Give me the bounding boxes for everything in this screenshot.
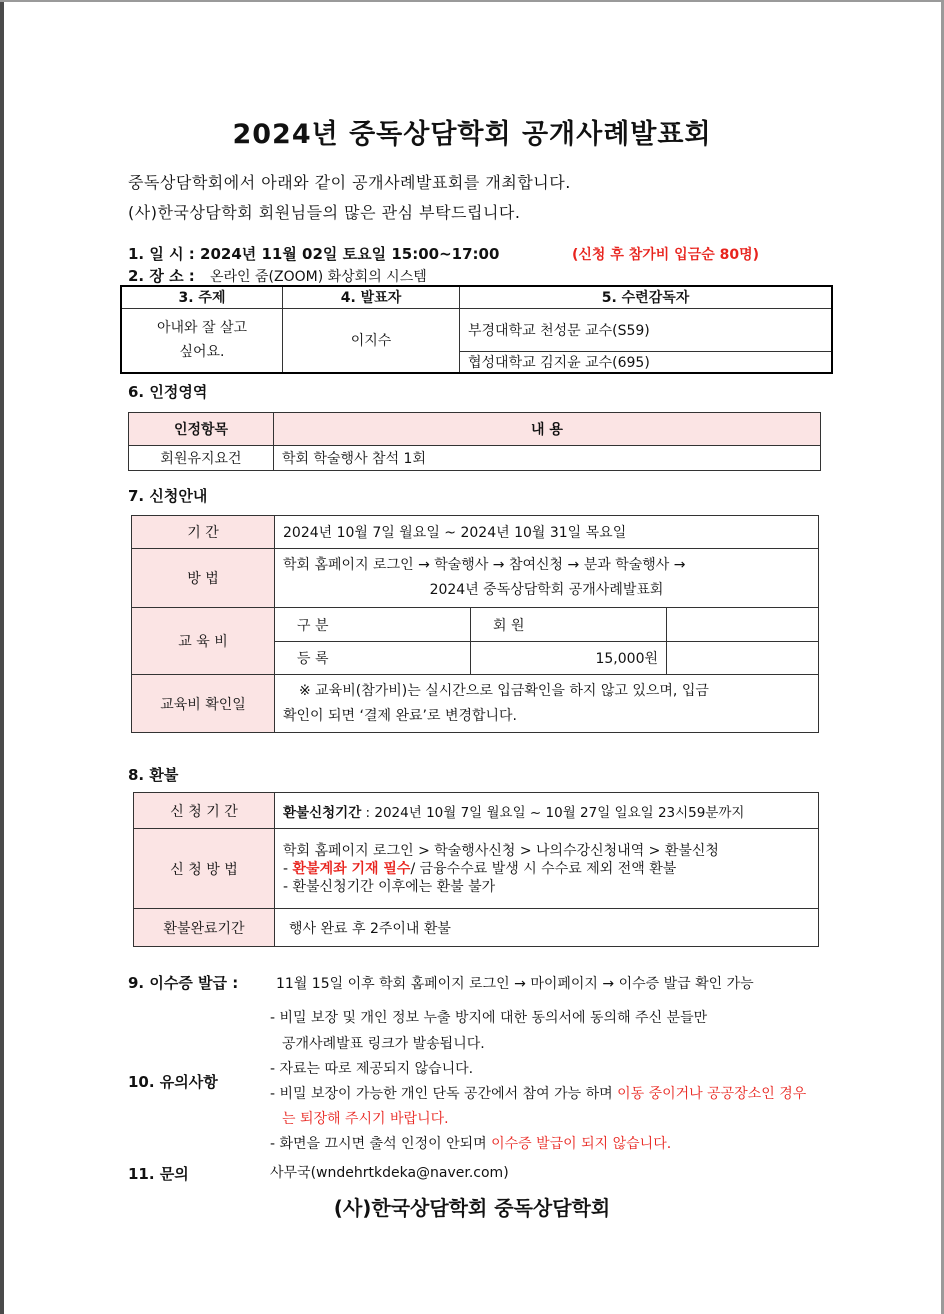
page-border-left	[0, 0, 4, 1314]
notice-4-red: 이수증 발급이 되지 않습니다.	[491, 1136, 672, 1152]
refund-period-text: : 2024년 10월 7일 월요일 ~ 10월 27일 일요일 23시59분까지	[361, 804, 745, 821]
fee-label: 교 육 비	[132, 608, 275, 675]
section-10-heading: 10. 유의사항	[128, 1073, 218, 1091]
refund-method-line-2	[283, 860, 810, 878]
refund-period-label: 신 청 기 간	[134, 793, 275, 829]
refund-complete-label: 환불완료기간	[134, 909, 275, 947]
item-place-label: 2. 장 소 :	[128, 267, 195, 285]
fee-row-value: 15,000원	[471, 642, 667, 675]
section-9-value: 11월 15일 이후 학회 홈페이지 로그인 → 마이페이지 → 이수증 발급 확인 가능	[276, 976, 754, 992]
item-place-value: 온라인 줌(ZOOM) 화상회의 시스템	[210, 269, 427, 285]
supervisor-1: 부경대학교 천성문 교수(S59)	[460, 308, 833, 351]
topic-table	[120, 285, 833, 374]
presenter-value: 이지수	[283, 308, 460, 373]
supervisor-header: 5. 수련감독자	[460, 286, 833, 308]
confirm-line-2: 확인이 되면 ‘결제 완료’로 변경합니다.	[283, 707, 518, 724]
item-date-note: (신청 후 참가비 입금순 80명)	[572, 247, 760, 263]
refund-method-line-3: - 환불신청기간 이후에는 환불 불가	[283, 878, 496, 895]
section-11-heading: 11. 문의	[128, 1165, 189, 1183]
intro-line-2: (사)한국상담학회 회원님들의 많은 관심 부탁드립니다.	[128, 203, 521, 222]
notice-3b: 는 퇴장해 주시기 바랍니다.	[282, 1111, 449, 1127]
method-line-2: 2024년 중독상담학회 공개사례발표회	[429, 582, 664, 598]
period-label: 기 간	[132, 516, 275, 549]
period-value: 2024년 10월 7일 월요일 ~ 2024년 10월 31일 목요일	[275, 516, 819, 549]
fee-col-member: 회 원	[471, 608, 667, 642]
refund-method-label: 신 청 방 법	[134, 829, 275, 909]
topic-header: 3. 주제	[121, 286, 283, 308]
intro-line-1: 중독상담학회에서 아래와 같이 공개사례발표회를 개최합니다.	[128, 173, 571, 192]
confirm-value	[275, 675, 819, 733]
page-title: 2024년 중독상담학회 공개사례발표회	[232, 119, 712, 150]
refund-method-value	[275, 829, 819, 909]
credit-table	[128, 412, 821, 471]
refund-period-bold: 환불신청기간	[283, 804, 362, 821]
notice-3a-text: - 비밀 보장이 가능한 개인 단독 공간에서 참여 가능 하며	[270, 1086, 618, 1102]
fee-col-empty	[667, 608, 819, 642]
refund-fee-note: / 금융수수료 발생 시 수수료 제외 전액 환불	[410, 860, 677, 877]
credit-header-content: 내 용	[274, 413, 821, 446]
confirm-label: 교육비 확인일	[132, 675, 275, 733]
section-9-heading: 9. 이수증 발급 :	[128, 974, 239, 992]
section-8-heading: 8. 환불	[128, 766, 179, 784]
section-6-heading: 6. 인정영역	[128, 383, 208, 401]
supervisor-2: 협성대학교 김지윤 교수(695)	[460, 351, 833, 373]
page-border-top	[0, 0, 944, 2]
application-table	[131, 515, 819, 733]
fee-row-empty	[667, 642, 819, 675]
method-label: 방 법	[132, 549, 275, 608]
notice-3a-red: 이동 중이거나 공공장소인 경우	[617, 1086, 807, 1102]
confirm-line-1: ※ 교육비(참가비)는 실시간으로 입금확인을 하지 않고 있으며, 입금	[299, 682, 709, 699]
fee-col-category: 구 분	[275, 608, 471, 642]
refund-dash: -	[283, 860, 293, 877]
notice-4	[270, 1133, 671, 1153]
refund-table	[133, 792, 819, 947]
credit-row-value: 학회 학술행사 참석 1회	[274, 446, 821, 471]
item-date: 1. 일 시 : 2024년 11월 02일 토요일 15:00~17:00	[128, 245, 500, 263]
credit-row-label: 회원유지요건	[129, 446, 274, 471]
footer-organization: (사)한국상담학회 중독상담학회	[333, 1196, 611, 1220]
presenter-header: 4. 발표자	[283, 286, 460, 308]
method-line-1: 학회 홈페이지 로그인 → 학술행사 → 참여신청 → 분과 학술행사 →	[283, 557, 686, 573]
method-value	[275, 549, 819, 608]
notice-4-text: - 화면을 끄시면 출석 인정이 안되며	[270, 1136, 492, 1152]
fee-row-label: 등 록	[275, 642, 471, 675]
refund-account-required: 환불계좌 기재 필수	[292, 860, 411, 877]
notice-2: - 자료는 따로 제공되지 않습니다.	[270, 1061, 474, 1077]
refund-period-value	[275, 793, 819, 829]
notice-1b: 공개사례발표 링크가 발송됩니다.	[282, 1036, 485, 1052]
notice-1a: - 비밀 보장 및 개인 정보 누출 방지에 대한 동의서에 동의해 주신 분들만	[270, 1010, 708, 1026]
contact-email: 사무국(wndehrtkdeka@naver.com)	[270, 1165, 509, 1181]
topic-value: 아내와 잘 살고 싶어요.	[121, 308, 283, 373]
refund-complete-value: 행사 완료 후 2주이내 환불	[275, 909, 819, 947]
section-7-heading: 7. 신청안내	[128, 487, 208, 505]
credit-header-item: 인정항목	[129, 413, 274, 446]
refund-method-line-1: 학회 홈페이지 로그인 > 학술행사신청 > 나의수강신청내역 > 환불신청	[283, 842, 719, 859]
notice-3a	[270, 1083, 806, 1103]
